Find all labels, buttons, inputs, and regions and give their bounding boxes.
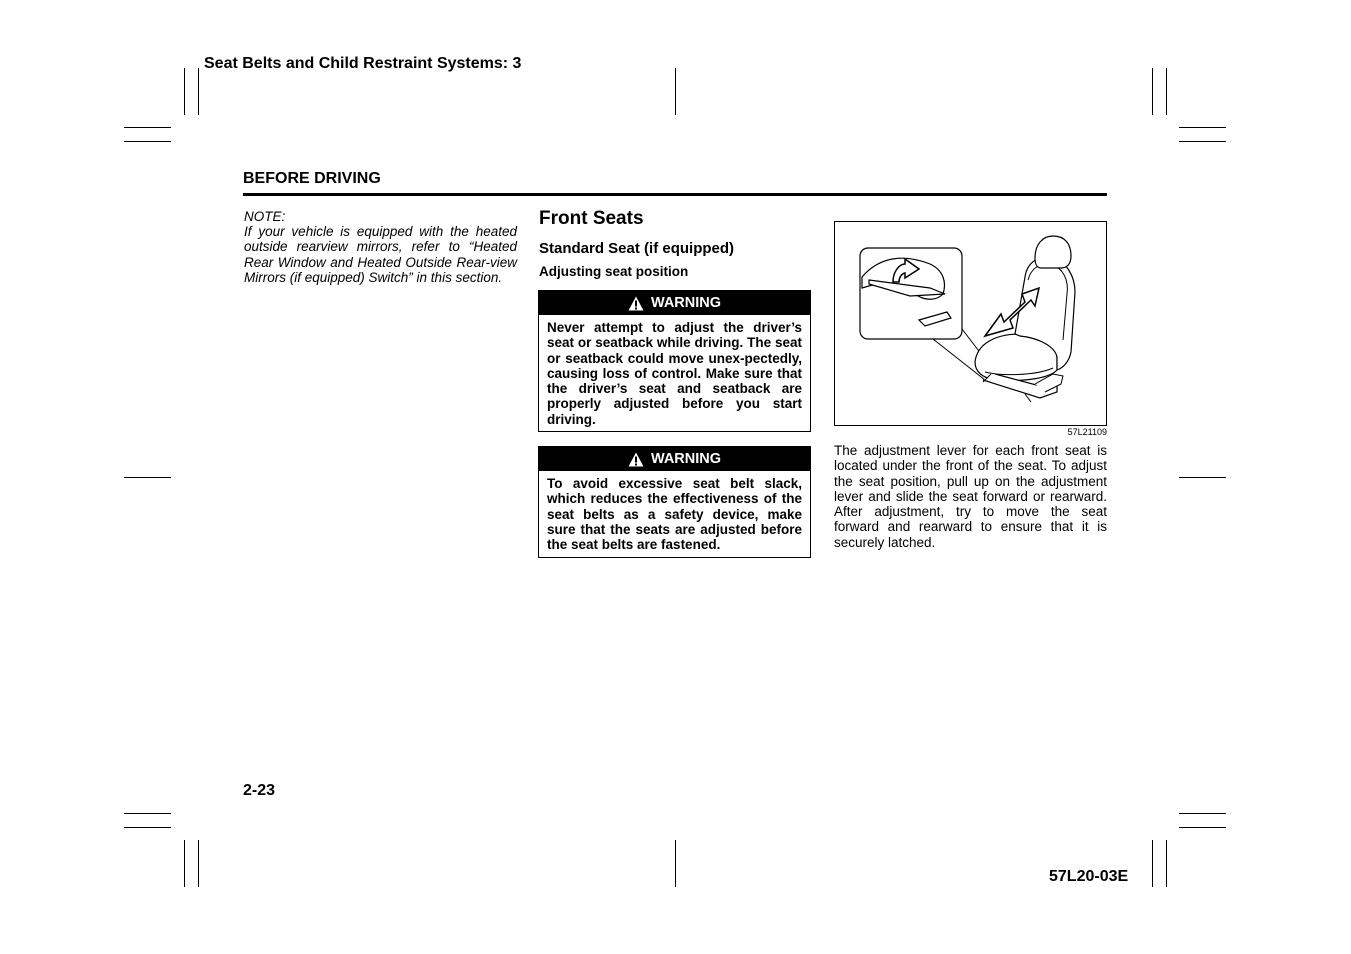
section-divider [243,193,1107,196]
warning-header [539,447,810,471]
note-label: NOTE: [244,209,286,224]
note-block [244,209,517,285]
document-code: 57L20-03E [1049,868,1129,885]
warning-box [538,290,811,432]
section-title: BEFORE DRIVING [243,170,381,187]
seat-adjustment-diagram [835,222,1106,425]
page-number: 2-23 [243,782,276,799]
warning-box [538,446,811,558]
warning-text: Never attempt to adjust the driver’s seat or seatback while driving. The seat or seatback could move unex-pectedly, causing loss of control. Make sure that the driver’s seat and seatback are properly adjusted before you start driving. [547,320,802,427]
subheading: Standard Seat (if equipped) [539,240,735,257]
note-text: If your vehicle is equipped with the heated outside rearview mirrors, refer to “Heated Rear Window and Heated Outside Rear-view Mirrors (if equipped) Switch” in this section. [244,224,517,285]
warning-triangle-icon [628,452,644,467]
warning-label: WARNING [650,295,722,311]
page-heading: Front Seats [539,208,644,229]
warning-header [539,291,810,315]
seat-illustration [834,221,1107,426]
body-paragraph: The adjustment lever for each front seat is located under the front of the seat. To adjust the seat position, pull up on the adjustment lever and slide the seat forward or rearward. After adjustment, try to move the seat forward and rearward to ensure that it is securely latched. [834,443,1107,550]
figure-code: 57L21109 [1067,427,1107,437]
headrest [1035,236,1071,268]
warning-triangle-icon [628,296,644,311]
warning-label: WARNING [650,451,722,467]
warning-text: To avoid excessive seat belt slack, which reduces the effectiveness of the seat belts as a safety device, make sure that the seats are adjusted before the seat belts are fastened. [547,476,802,553]
sub-subheading: Adjusting seat position [539,264,689,279]
running-header: Seat Belts and Child Restraint Systems: 3 [204,55,522,72]
